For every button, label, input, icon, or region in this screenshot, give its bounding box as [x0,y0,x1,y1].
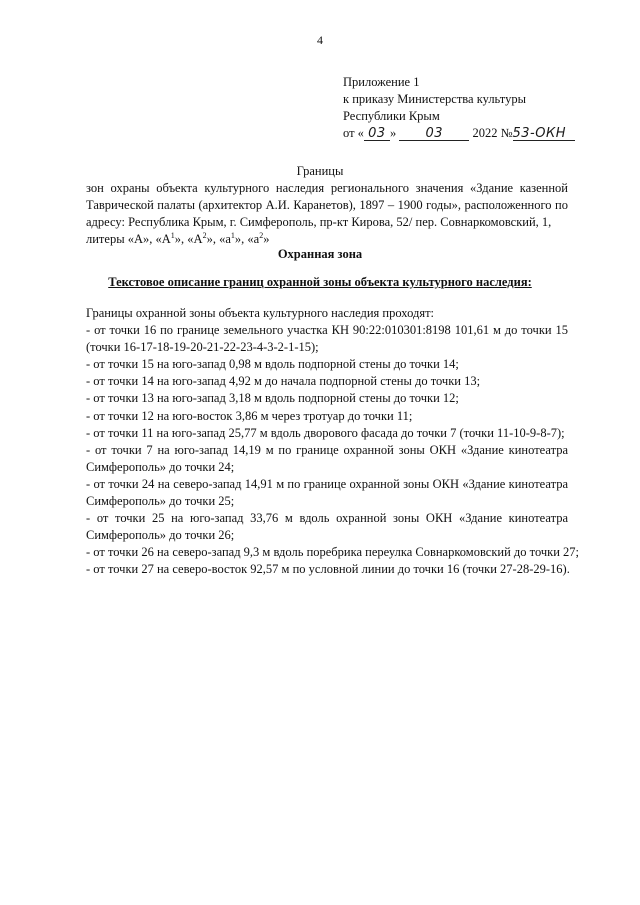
body-line: - от точки 7 на юго-запад 14,19 м по границе охранной зоны ОКН «Здание кинотеатра [86,442,568,457]
date-prefix: от « [343,126,364,140]
litera-a2-sup: 2 [202,230,207,240]
literas-prefix: литеры «А», [86,232,153,246]
body-line: - от точки 14 на юго-запад 4,92 м до начала подпорной стены до точки 13; [86,374,481,389]
order-date-line [343,125,575,142]
order-number: 53-ОКН [513,127,575,141]
body-line: Симферополь» до точки 24; [86,459,235,474]
body-line: - от точки 27 на северо-восток 92,57 м по условной линии до точки 16 (точки 27-28-29-16). [86,562,570,577]
litera-a4-sup: 2 [259,230,264,240]
title-literas [86,231,568,248]
body-line: - от точки 24 на северо-запад 14,91 м по границе охранной зоны ОКН «Здание кинотеатра [86,476,568,491]
litera-end: » [263,232,270,246]
body-line: - от точки 15 на юго-запад 0,98 м вдоль подпорной стены до точки 14; [86,357,459,372]
litera-a2: », «А [174,232,203,246]
title-word: Границы [296,164,344,178]
body-line: Симферополь» до точки 26; [86,528,235,543]
boundary-description [86,305,580,579]
date-day: 03 [364,127,390,141]
appendix-line-1: Приложение 1 [343,75,420,89]
title-body [86,180,568,248]
title-text: зон охраны объекта культурного наследия регионального значения «Здание казенной Таврической палаты (архитектор А.И. Каранетов), 1897 – 1900 годы», расположенного по адресу: Республика Крым, г. Симферополь, пр-кт Кирова, 52/ пер. Совнаркомовский, 1, [86,181,568,229]
description-heading: Текстовое описание границ охранной зоны объекта культурного наследия: [108,275,532,289]
appendix-block [343,74,575,142]
body-line: Границы охранной зоны объекта культурного наследия проходят: [86,306,434,320]
date-month: 03 [399,127,469,141]
body-line: - от точки 13 на юго-запад 3,18 м вдоль подпорной стены до точки 12; [86,391,459,406]
body-line: - от точки 11 на юго-запад 25,77 м вдоль дворового фасада до точки 7 (точки 11-10-9-8-7); [86,425,565,440]
appendix-line-2: к приказу Министерства культуры [343,92,526,106]
date-year: 2022 № [472,126,513,140]
body-line: - от точки 16 по границе земельного участка КН 90:22:010301:8198 101,61 м до точки 15 [86,323,568,338]
litera-a4: », «а [234,232,260,246]
litera-a1-sup: 1 [170,230,175,240]
body-line: - от точки 25 на юго-запад 33,76 м вдоль охранной зоны ОКН «Здание кинотеатра [86,511,568,526]
page-number: 4 [317,33,323,47]
date-mid: » [389,126,397,140]
litera-a3-sup: 1 [230,230,235,240]
body-line: Симферополь» до точки 25; [86,494,235,509]
litera-a1: «А [155,232,171,246]
body-line: - от точки 12 на юго-восток 3,86 м через тротуар до точки 11; [86,408,413,423]
appendix-line-3: Республики Крым [343,109,440,123]
body-line: - от точки 26 на северо-запад 9,3 м вдоль поребрика переулка Совнаркомовский до точки 27; [86,545,580,560]
zone-heading: Охранная зона [277,247,363,261]
body-line: (точки 16-17-18-19-20-21-22-23-4-3-2-1-15); [86,340,319,355]
litera-a3: », «а [206,232,231,246]
